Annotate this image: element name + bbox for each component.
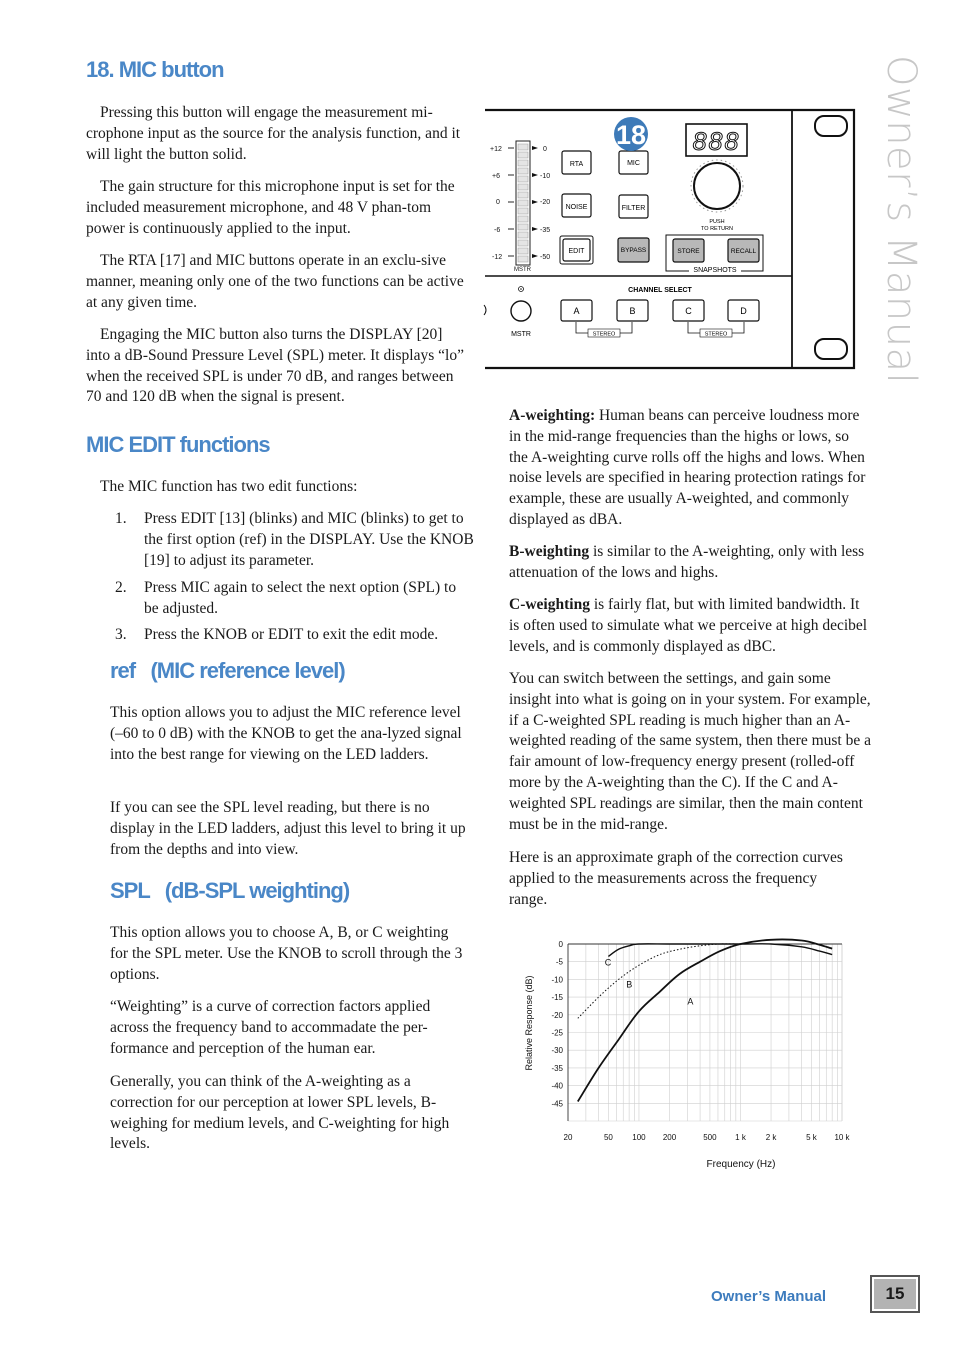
paragraph: The RTA [17] and MIC buttons operate in an exclu-sive manner, meaning only one of the two functions can be active at any given time. [86, 252, 464, 311]
meter-left-label: -12 [492, 254, 503, 261]
list-number: 2. [115, 579, 127, 596]
meter-left-label: +6 [492, 173, 500, 180]
y-axis-label: Relative Response (dB) [524, 975, 534, 1071]
paragraph: Engaging the MIC button also turns the DISPLAY [20] into a dB-Sound Pressure Level (SPL) meter. It displays “lo” when the received SPL is under 70 dB, and ranges between 70 and 120 dB when the signal is present. [86, 326, 464, 406]
meter-label: MSTR [514, 267, 531, 273]
noise-button-label: NOISE [565, 204, 588, 211]
paragraph: You can switch between the settings, and gain some insight into what is going on in your system. For example, if a C-weighted SPL reading is much higher than an A-weighted reading of the same system, then there must be a fair amount of low-frequency energy present (rolled-off more by the A-weighting than the C). If the C and A-weighted SPL readings are similar, then the main content must be in the mid-range. [509, 670, 871, 833]
paragraph: Generally, you can think of the A-weighting as a correction for our perception at lower SPL levels, B-weighing for medium levels, and C-weighting for high levels. [110, 1073, 450, 1153]
x-tick-label: 20 [563, 1133, 573, 1142]
to-return-label: TO RETURN [701, 226, 733, 232]
y-tick-label: -10 [551, 975, 563, 985]
term: A-weighting: [509, 407, 596, 424]
mstr-label: MSTR [511, 331, 531, 338]
list-text: Press MIC again to select the next option (SPL) to be adjusted. [144, 579, 457, 617]
heading-mic-edit: MIC EDIT functions [86, 432, 270, 457]
term: B-weighting [509, 543, 590, 560]
heading-spl: SPL (dB-SPL weighting) [110, 878, 350, 903]
list-item [115, 625, 475, 646]
y-tick-label: -25 [551, 1028, 563, 1038]
y-tick-label: -35 [551, 1063, 563, 1073]
x-tick-label: 50 [603, 1133, 613, 1142]
series-label-c: C [604, 957, 612, 968]
y-tick-label: -15 [551, 993, 563, 1003]
definition: Human beans can perceive loudness more in the mid-range frequencies than the highs or lows, so the A-weighting curve rolls off the highs and lows. When noise levels are specified in hearing protection ratings for example, these are usually A-weighted, and commonly displayed as dBA. [509, 407, 866, 528]
paragraph-b-weighting [509, 542, 869, 584]
store-button-label: STORE [677, 248, 700, 255]
meter-right-label: -50 [540, 254, 551, 261]
definition: is fairly flat, but with limited bandwidth. It is often used to simulate what we perceive at high decibel levels, and is commonly displayed as dBC. [509, 596, 868, 655]
channel-label: A [573, 306, 580, 316]
stereo-label: STEREO [704, 331, 728, 338]
list-text: Press EDIT [13] (blinks) and MIC (blinks) to get to the first option (ref) in the DISPLAY. Use the KNOB [19] to adjust its parameter. [144, 510, 474, 569]
definition: is similar to the A-weighting, only with less attenuation of the lows and highs. [509, 543, 865, 581]
meter-right-label: -35 [540, 227, 551, 234]
rack-ear-slot [815, 339, 847, 359]
paragraph: Pressing this button will engage the measurement mi-crophone input as the source for the analysis function, and it will light the button solid. [86, 104, 461, 163]
x-tick-label: 10 k [834, 1133, 850, 1142]
y-tick-label: -45 [551, 1099, 563, 1109]
meter-right-label: -20 [540, 199, 551, 206]
curve-b [578, 944, 741, 1018]
y-tick-label: -20 [551, 1010, 563, 1020]
y-tick-label: 0 [558, 940, 563, 949]
recall-button-label: RECALL [730, 248, 757, 255]
bypass-button-label: BYPASS [620, 247, 647, 254]
paragraph: This option allows you to adjust the MIC reference level (–60 to 0 dB) with the KNOB to get the ana-lyzed signal into the best range for viewing on the LED ladders. [110, 704, 462, 763]
paragraph: “Weighting” is a curve of correction factors applied across the frequency band to accommadate the per-formance and perception of the human ear. [110, 998, 431, 1057]
display-digits: 888 [692, 128, 741, 156]
x-tick-label: 2 k [765, 1133, 777, 1142]
filter-button-label: FILTER [621, 205, 646, 212]
side-title-text: Owner’s Manual [878, 55, 924, 385]
paragraph-c-weighting [509, 595, 871, 657]
meter-right-label: 0 [543, 146, 547, 153]
list-number: 3. [115, 626, 127, 643]
paragraph: The gain structure for this microphone input is set for the included measurement microphone, and 48 V phan-tom power is continuously applied to the input. [86, 178, 455, 237]
channel-select-label: CHANNEL SELECT [628, 287, 692, 294]
push-label: PUSH [709, 219, 725, 225]
paragraph: Here is an approximate graph of the correction curves applied to the measurements across the frequency range. [509, 849, 843, 908]
paragraph: This option allows you to choose A, B, or C weighting for the SPL meter. Use the KNOB to scroll through the 3 options. [110, 924, 463, 983]
knob[interactable] [694, 163, 740, 209]
meter-left-label: 0 [496, 199, 500, 206]
x-tick-label: 500 [703, 1133, 717, 1142]
series-label-a: A [687, 996, 694, 1007]
x-tick-label: 200 [662, 1133, 677, 1142]
list-item [115, 578, 475, 620]
x-tick-label: 5 k [806, 1133, 817, 1142]
front-panel-diagram [482, 104, 864, 374]
x-tick-label: 100 [632, 1133, 646, 1142]
y-tick-label: -40 [551, 1081, 563, 1091]
rta-button-label: RTA [569, 161, 584, 168]
paragraph: If you can see the SPL level reading, but there is no display in the LED ladders, adjust this level to bring it up from the depths and into view. [110, 799, 466, 858]
meter-left-label: +12 [490, 146, 502, 153]
x-tick-label: 1 k [735, 1133, 746, 1142]
heading-ref: ref (MIC reference level) [110, 658, 345, 683]
edit-button-label: EDIT [568, 248, 585, 255]
channel-label: C [685, 306, 692, 316]
channel-label: D [740, 306, 747, 316]
y-tick-label: -5 [555, 957, 563, 967]
heading-mic-button: 18. MIC button [86, 57, 224, 82]
rack-ear-slot [815, 116, 847, 136]
list-text: Press the KNOB or EDIT to exit the edit mode. [144, 626, 439, 643]
meter-left-label: -6 [494, 227, 501, 234]
curve-a [578, 940, 832, 1102]
page-number: 15 [870, 1275, 920, 1313]
stereo-label: STEREO [592, 331, 616, 338]
y-tick-label: -30 [551, 1046, 563, 1056]
meter-right-label: -10 [540, 173, 551, 180]
weighting-chart [510, 935, 860, 1180]
channel-label: B [629, 306, 636, 316]
master-button[interactable] [511, 301, 531, 321]
snapshots-label: SNAPSHOTS [693, 267, 737, 274]
term: C-weighting [509, 596, 590, 613]
list-number: 1. [115, 510, 127, 527]
side-title [878, 55, 924, 385]
callout-number: 18 [615, 120, 647, 150]
x-axis-label: Frequency (Hz) [706, 1159, 776, 1170]
paragraph-a-weighting [509, 406, 869, 531]
series-label-b: B [626, 979, 633, 990]
footer-label: Owner’s Manual [711, 1288, 827, 1305]
list-item [115, 509, 475, 572]
paragraph: The MIC function has two edit functions: [100, 478, 358, 495]
mic-button-label: MIC [627, 160, 640, 167]
